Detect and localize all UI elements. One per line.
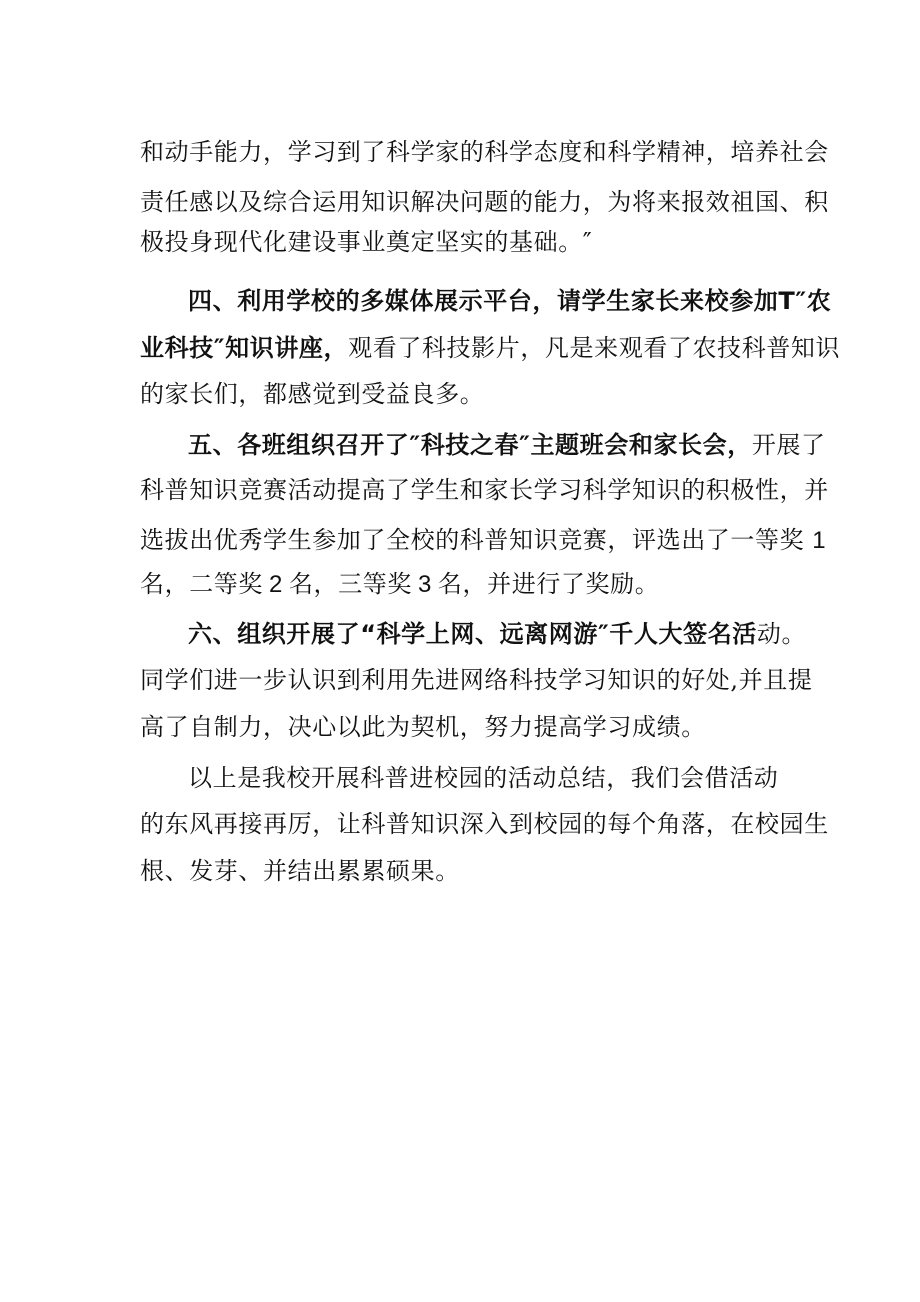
paragraph-5-line-3-text: 选拔出优秀学生参加了全校的科普知识竞赛，评选出了一等奖 — [140, 526, 805, 554]
paragraph-6-line-2: 同学们进一步认识到利用先进网络科技学习知识的好处,并且提 — [140, 666, 813, 694]
paragraph-5-line-4-a: 名，二等奖 — [140, 570, 263, 598]
paragraph-5-line-4-b: 名，三等奖 — [288, 570, 412, 598]
paragraph-5-line-1 — [188, 425, 848, 465]
paragraph-5-line-4-c: 名，并进行了奖励。 — [437, 570, 660, 598]
conclusion-line-3: 根、发芽、并结出累累硕果。 — [140, 857, 460, 885]
paragraph-6-heading: 六、组织开展了“科学上网、远离网游″千人大签名活 — [188, 620, 757, 648]
paragraph-3-line-2: 责任感以及综合运用知识解决问题的能力，为将来报效祖国、积 — [140, 188, 829, 216]
second-prize-count: 2 — [269, 571, 283, 598]
paragraph-4-heading-line-2: 业科技″知识讲座， — [140, 334, 349, 362]
paragraph-4-heading-line-1: 四、利用学校的多媒体展示平台，请学生家长来校参加T″农 — [188, 287, 832, 315]
paragraph-5-body-line-1: 开展了 — [751, 431, 826, 459]
paragraph-4-body-line-2: 观看了科技影片，凡是来观看了农技科普知识 — [348, 334, 841, 362]
paragraph-6-line-3: 高了自制力，决心以此为契机，努力提高学习成绩。 — [140, 713, 706, 741]
paragraph-3-line-3: 极投身现代化建设事业奠定坚实的基础。″ — [140, 228, 593, 256]
third-prize-count: 3 — [417, 571, 432, 598]
paragraph-5-line-4 — [140, 564, 800, 604]
first-prize-count: 1 — [812, 527, 827, 554]
paragraph-4-line-3: 的家长们，都感觉到受益良多。 — [140, 380, 485, 408]
paragraph-6-heading-tail: 动。 — [756, 620, 807, 648]
paragraph-5-line-3 — [140, 520, 827, 560]
paragraph-3-line-1: 和动手能力，学习到了科学家的科学态度和科学精神，培养社会 — [140, 138, 829, 166]
paragraph-6-line-1 — [188, 614, 848, 654]
conclusion-line-1: 以上是我校开展科普进校园的活动总结，我们会借活动 — [188, 764, 779, 792]
paragraph-4-line-2 — [140, 328, 841, 368]
conclusion-line-2: 的东风再接再厉，让科普知识深入到校园的每个角落，在校园生 — [140, 810, 829, 838]
paragraph-5-heading: 五、各班组织召开了″科技之春″主题班会和家长会， — [188, 431, 752, 459]
paragraph-5-line-2: 科普知识竞赛活动提高了学生和家长学习科学知识的积极性，并 — [140, 476, 829, 504]
